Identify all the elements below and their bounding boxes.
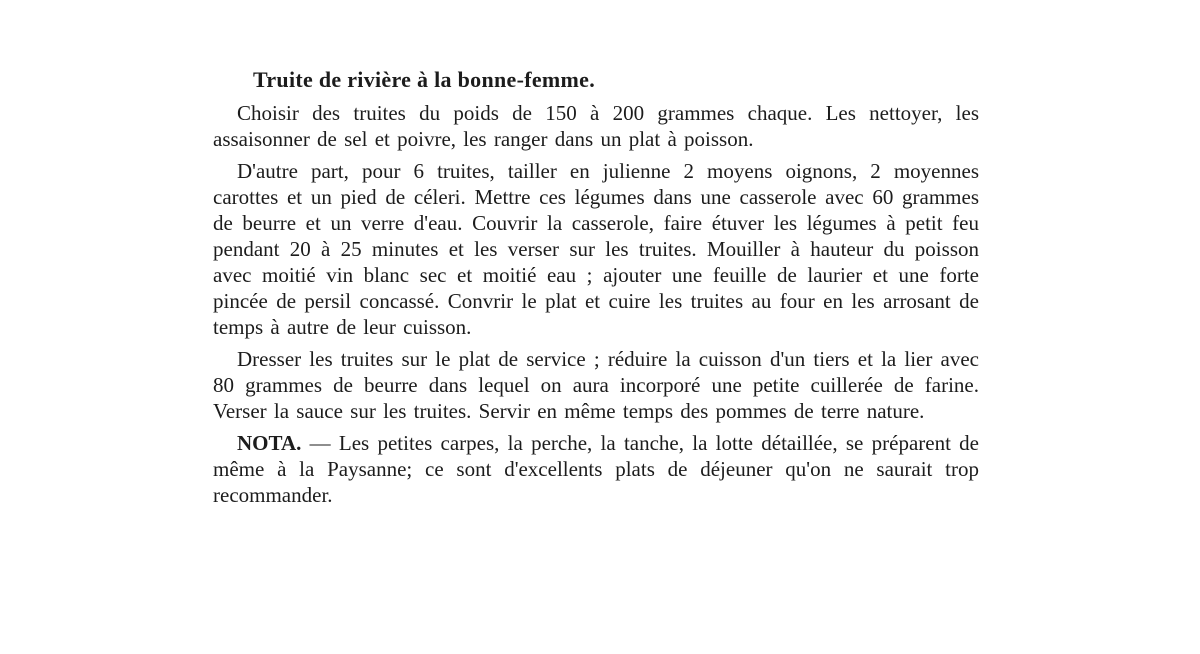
recipe-title: Truite de rivière à la bonne-femme. — [253, 67, 596, 92]
paragraph-service: Dresser les truites sur le plat de service ; réduire la cuisson d'un tiers et la lier avec 80 grammes de beurre dans lequel on aura incorporé une petite cuillerée de farine. Verser la sauce sur les truites. Servir en même temps des pommes de terre nature. — [213, 347, 979, 423]
nota-paragraph — [213, 430, 979, 508]
recipe-page — [213, 66, 979, 508]
nota-text: — Les petites carpes, la perche, la tanche, la lotte détaillée, se préparent de même à la Paysanne; ce sont d'excellents plats de déjeuner qu'on ne saurait trop recommander. — [213, 431, 979, 507]
paragraph-preparation: Choisir des truites du poids de 150 à 200 grammes chaque. Les nettoyer, les assaisonner de sel et poivre, les ranger dans un plat à poisson. — [213, 101, 979, 151]
nota-label: NOTA. — [237, 431, 302, 455]
paragraph-vegetables: D'autre part, pour 6 truites, tailler en julienne 2 moyens oignons, 2 moyennes carottes et un pied de céleri. Mettre ces légumes dans une casserole avec 60 grammes de beurre et un verre d'eau. Couvrir la casserole, faire étuver les légumes à petit feu pendant 20 à 25 minutes et les verser sur les truites. Mouiller à hauteur du poisson avec moitié vin blanc sec et moitié eau ; ajouter une feuille de laurier et une forte pincée de persil concassé. Convrir le plat et cuire les truites au four en les arrosant de temps à autre de leur cuisson. — [213, 159, 979, 339]
